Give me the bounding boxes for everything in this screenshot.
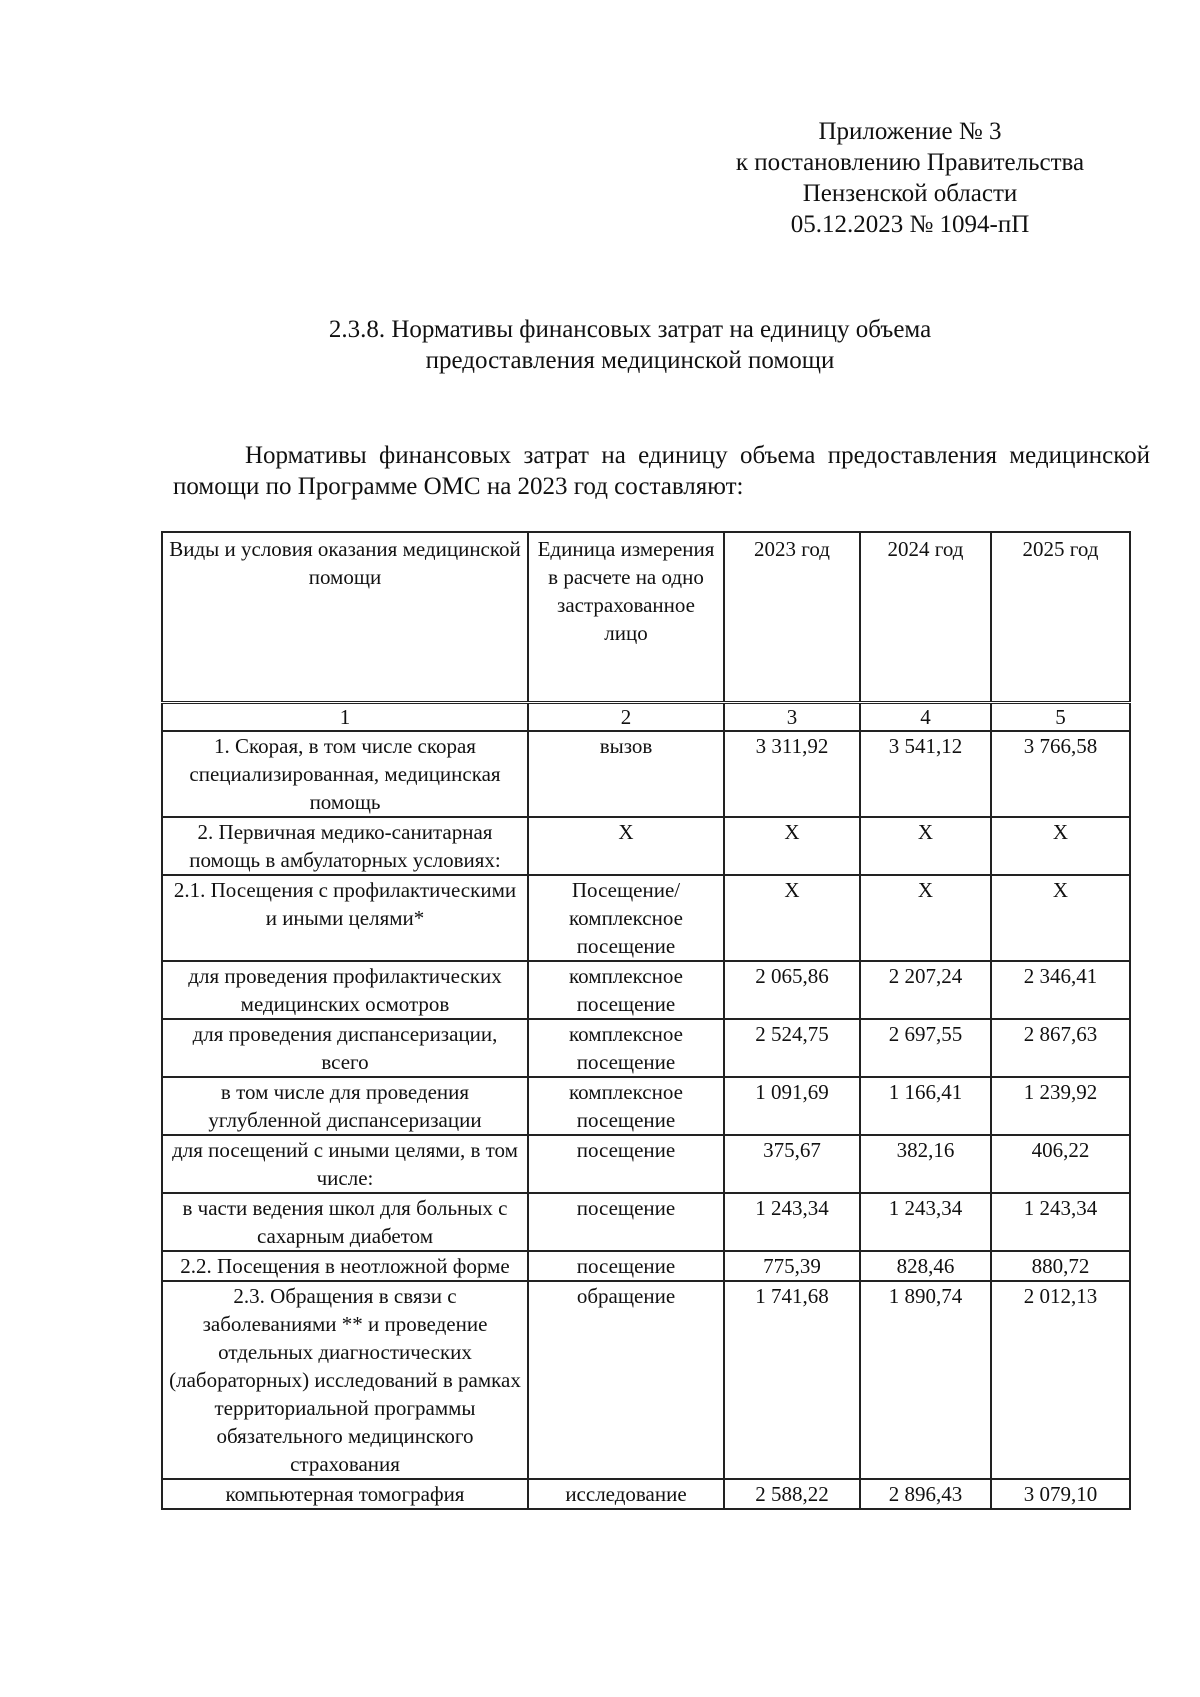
value-2023-cell: 2 065,86: [724, 961, 860, 1019]
care-type-cell: 1. Скорая, в том числе скорая специализированная, медицинская помощь: [162, 731, 528, 817]
value-2023-cell: 1 091,69: [724, 1077, 860, 1135]
value-2023-cell: 375,67: [724, 1135, 860, 1193]
value-2024-cell: Х: [860, 875, 991, 961]
column-number: 1: [162, 703, 528, 732]
value-2024-cell: 2 207,24: [860, 961, 991, 1019]
value-2023-cell: Х: [724, 875, 860, 961]
value-2025-cell: 1 243,34: [991, 1193, 1130, 1251]
value-2023-cell: 1 243,34: [724, 1193, 860, 1251]
value-2024-cell: 1 890,74: [860, 1281, 991, 1479]
value-2023-cell: 775,39: [724, 1251, 860, 1281]
heading-line-2: предоставления медицинской помощи: [425, 347, 835, 374]
table-row: [162, 731, 1130, 817]
care-type-cell: 2.3. Обращения в связи с заболеваниями ** и проведение отдельных диагностических (лабораторных) исследований в рамках территориальной программы обязательного медицинского страхования: [162, 1281, 528, 1479]
unit-cell: комплексное посещение: [528, 1077, 724, 1135]
header-2023: 2023 год: [724, 532, 860, 703]
care-type-cell: компьютерная томография: [162, 1479, 528, 1509]
value-2023-cell: 2 588,22: [724, 1479, 860, 1509]
cost-standards-table: [161, 531, 1131, 1510]
header-unit: Единица измерения в расчете на одно застрахованное лицо: [528, 532, 724, 703]
care-type-cell: 2. Первичная медико-санитарная помощь в амбулаторных условиях:: [162, 817, 528, 875]
value-2023-cell: Х: [724, 817, 860, 875]
value-2023-cell: 2 524,75: [724, 1019, 860, 1077]
unit-cell: посещение: [528, 1135, 724, 1193]
table-row: [162, 1193, 1130, 1251]
table-row: [162, 875, 1130, 961]
table-row: [162, 1479, 1130, 1509]
unit-cell: обращение: [528, 1281, 724, 1479]
unit-cell: посещение: [528, 1251, 724, 1281]
care-type-cell: для проведения профилактических медицинских осмотров: [162, 961, 528, 1019]
value-2025-cell: 880,72: [991, 1251, 1130, 1281]
unit-cell: исследование: [528, 1479, 724, 1509]
intro-paragraph: Нормативы финансовых затрат на единицу объема предоставления медицинской помощи по Программе ОМС на 2023 год составляют:: [173, 442, 1150, 500]
care-type-cell: для посещений с иными целями, в том числе:: [162, 1135, 528, 1193]
column-number: 4: [860, 703, 991, 732]
heading-line-1: 2.3.8. Нормативы финансовых затрат на единицу объема: [328, 316, 932, 343]
care-type-cell: в том числе для проведения углубленной диспансеризации: [162, 1077, 528, 1135]
unit-cell: вызов: [528, 731, 724, 817]
care-type-cell: 2.2. Посещения в неотложной форме: [162, 1251, 528, 1281]
section-heading: [250, 314, 1010, 376]
column-number: 2: [528, 703, 724, 732]
header-2024: 2024 год: [860, 532, 991, 703]
value-2024-cell: 2 697,55: [860, 1019, 991, 1077]
value-2024-cell: 1 166,41: [860, 1077, 991, 1135]
appendix-number: Приложение № 3: [818, 118, 1002, 145]
value-2025-cell: Х: [991, 875, 1130, 961]
header-2025: 2025 год: [991, 532, 1130, 703]
care-type-cell: в части ведения школ для больных с сахарным диабетом: [162, 1193, 528, 1251]
value-2024-cell: 828,46: [860, 1251, 991, 1281]
table-row: [162, 1281, 1130, 1479]
care-type-cell: для проведения диспансеризации, всего: [162, 1019, 528, 1077]
value-2024-cell: 1 243,34: [860, 1193, 991, 1251]
table-row: [162, 1135, 1130, 1193]
intro-paragraph-block: [173, 440, 1150, 502]
unit-cell: комплексное посещение: [528, 961, 724, 1019]
value-2025-cell: 3 766,58: [991, 731, 1130, 817]
header-care-type: Виды и условия оказания медицинской помощи: [162, 532, 528, 703]
table-header-row: [162, 532, 1130, 703]
appendix-date-number: 05.12.2023 № 1094-пП: [790, 211, 1030, 238]
value-2023-cell: 3 311,92: [724, 731, 860, 817]
appendix-block: [700, 116, 1120, 240]
value-2024-cell: 2 896,43: [860, 1479, 991, 1509]
unit-cell: Х: [528, 817, 724, 875]
unit-cell: посещение: [528, 1193, 724, 1251]
unit-cell: Посещение/ комплексное посещение: [528, 875, 724, 961]
column-number: 3: [724, 703, 860, 732]
value-2025-cell: 2 867,63: [991, 1019, 1130, 1077]
value-2025-cell: 3 079,10: [991, 1479, 1130, 1509]
unit-cell: комплексное посещение: [528, 1019, 724, 1077]
table-row: [162, 1251, 1130, 1281]
table-row: [162, 1077, 1130, 1135]
value-2025-cell: 1 239,92: [991, 1077, 1130, 1135]
table-row: [162, 961, 1130, 1019]
table-row: [162, 817, 1130, 875]
value-2025-cell: 2 346,41: [991, 961, 1130, 1019]
value-2025-cell: Х: [991, 817, 1130, 875]
table-row: [162, 1019, 1130, 1077]
value-2024-cell: 382,16: [860, 1135, 991, 1193]
column-number-row: [162, 703, 1130, 732]
value-2024-cell: 3 541,12: [860, 731, 991, 817]
appendix-reference: к постановлению Правительства: [735, 149, 1085, 176]
value-2025-cell: 2 012,13: [991, 1281, 1130, 1479]
column-number: 5: [991, 703, 1130, 732]
value-2025-cell: 406,22: [991, 1135, 1130, 1193]
value-2024-cell: Х: [860, 817, 991, 875]
care-type-cell: 2.1. Посещения с профилактическими и иными целями*: [162, 875, 528, 961]
value-2023-cell: 1 741,68: [724, 1281, 860, 1479]
appendix-region: Пензенской области: [802, 180, 1018, 207]
